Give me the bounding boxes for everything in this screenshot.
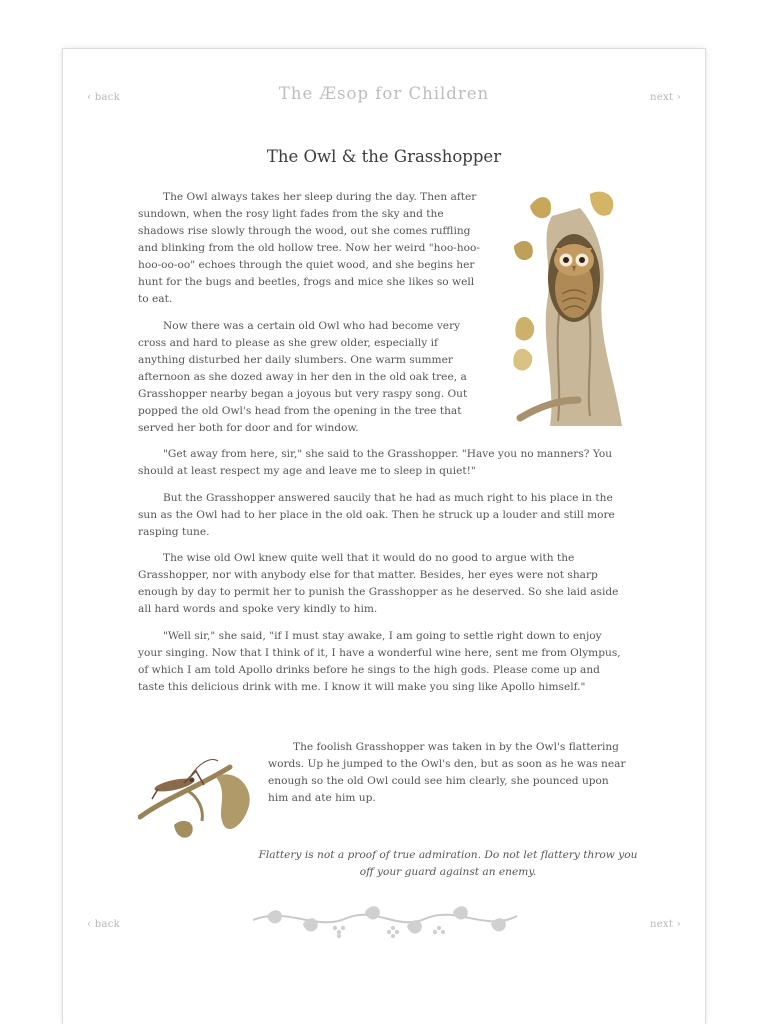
paragraph: The foolish Grasshopper was taken in by the Owl's flattering words. Up he jumped to the Owl's den, but as soon as he was near enough so the old Owl could see him clearly, she pounced upon him and ate him up. bbox=[268, 741, 626, 804]
back-link-top[interactable]: ‹ back bbox=[87, 92, 121, 103]
fable-moral: Flattery is not a proof of true admiration. Do not let flattery throw you off your guard against an enemy. bbox=[258, 849, 638, 878]
paragraph: "Get away from here, sir," she said to the Grasshopper. "Have you no manners? You should at least respect my age and leave me to sleep in quiet!" bbox=[138, 448, 613, 477]
paragraph: The Owl always takes her sleep during the day. Then after sundown, when the rosy light fades from the sky and the shadows rise slowly through the wood, out she comes ruffling and blinking from the old hollow tree. Now her weird "hoo-hoo-hoo-oo-oo" echoes through the quiet wood, and she begins her hunt for the bugs and beetles, frogs and mice she likes so well to eat. bbox=[138, 191, 480, 305]
fable-text-lower bbox=[268, 739, 626, 807]
fable-title: The Owl & the Grasshopper bbox=[266, 147, 502, 166]
grasshopper-illustration bbox=[138, 747, 258, 845]
book-page bbox=[62, 48, 706, 1024]
paragraph: Now there was a certain old Owl who had become very cross and hard to please as she grew older, especially if anything disturbed her daily slumbers. One warm summer afternoon as she dozed away in her den in the old oak tree, a Grasshopper nearby began a joyous but very raspy song. Out popped the old Owl's head from the opening in the tree that served her both for door and for window. bbox=[138, 319, 468, 434]
vine-ornament bbox=[247, 902, 523, 940]
fable-text-upper bbox=[138, 189, 628, 705]
next-link-top[interactable]: next › bbox=[650, 92, 681, 103]
paragraph: "Well sir," she said, "if I must stay awake, I am going to settle right down to enjoy your singing. Now that I think of it, I have a wonderful wine here, sent me from Olympus, of which I am told Apollo drinks before he sings to the high gods. Please come up and taste this delicious drink with me. I know it will make you sing like Apollo himself." bbox=[138, 629, 621, 693]
book-title: The Æsop for Children bbox=[278, 84, 490, 103]
back-link-bottom[interactable]: ‹ back bbox=[87, 919, 121, 930]
paragraph: But the Grasshopper answered saucily that he had as much right to his place in the sun as the Owl had to her place in the old oak. Then he struck up a louder and still more rasping tune. bbox=[138, 491, 615, 538]
paragraph: The wise old Owl knew quite well that it would do no good to argue with the Grasshopper, nor with anybody else for that matter. Besides, her eyes were not sharp enough by day to permit her to punish the Grasshopper as he deserved. So she laid aside all hard words and spoke very kindly to him. bbox=[138, 552, 619, 615]
next-link-bottom[interactable]: next › bbox=[650, 919, 681, 930]
